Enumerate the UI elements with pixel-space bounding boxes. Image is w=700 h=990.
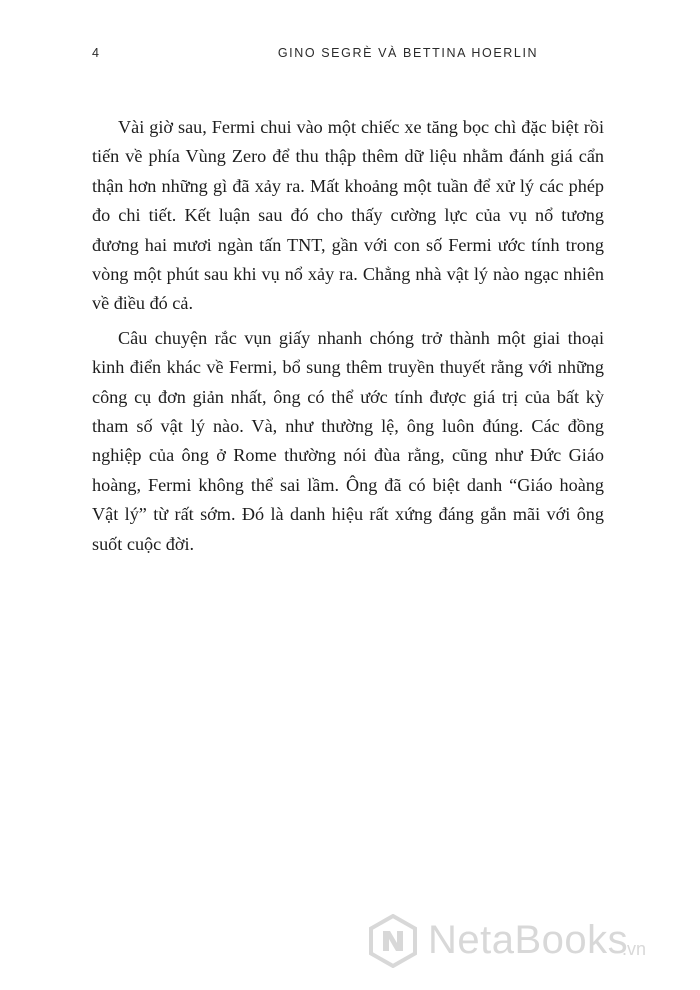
watermark-brand: NetaBooks: [428, 918, 629, 962]
watermark: [366, 912, 696, 970]
netabooks-n-hexagon-icon: [366, 914, 420, 968]
paragraph-1: Vài giờ sau, Fermi chui vào một chiếc xe tăng bọc chì đặc biệt rồi tiến về phía Vùng Zero để thu thập thêm dữ liệu nhằm đánh giá cẩn thận hơn những gì đã xảy ra. Mất khoảng một tuần để xử lý các phép đo chi tiết. Kết luận sau đó cho thấy cường lực của vụ nổ tương đương hai mươi ngàn tấn TNT, gần với con số Fermi ước tính trong vòng một phút sau khi vụ nổ xảy ra. Chẳng nhà vật lý nào ngạc nhiên về điều đó cả.: [92, 117, 604, 314]
paragraph-2: Câu chuyện rắc vụn giấy nhanh chóng trở thành một giai thoại kinh điển khác về Fermi, bổ sung thêm truyền thuyết rằng với những công cụ đơn giản nhất, ông có thể ước tính được giá trị của bất kỳ tham số vật lý nào. Và, như thường lệ, ông luôn đúng. Các đồng nghiệp của ông ở Rome thường nói đùa rằng, cũng như Đức Giáo hoàng, Fermi không thể sai lầm. Ông đã có biệt danh “Giáo hoàng Vật lý” từ rất sớm. Đó là danh hiệu rất xứng đáng gắn mãi với ông suốt cuộc đời.: [92, 327, 604, 554]
running-title: GINO SEGRÈ VÀ BETTINA HOERLIN: [277, 46, 539, 60]
running-head: [92, 46, 604, 66]
watermark-domain: .vn: [622, 939, 647, 959]
body-text: [92, 113, 604, 559]
page-number: 4: [92, 46, 101, 60]
